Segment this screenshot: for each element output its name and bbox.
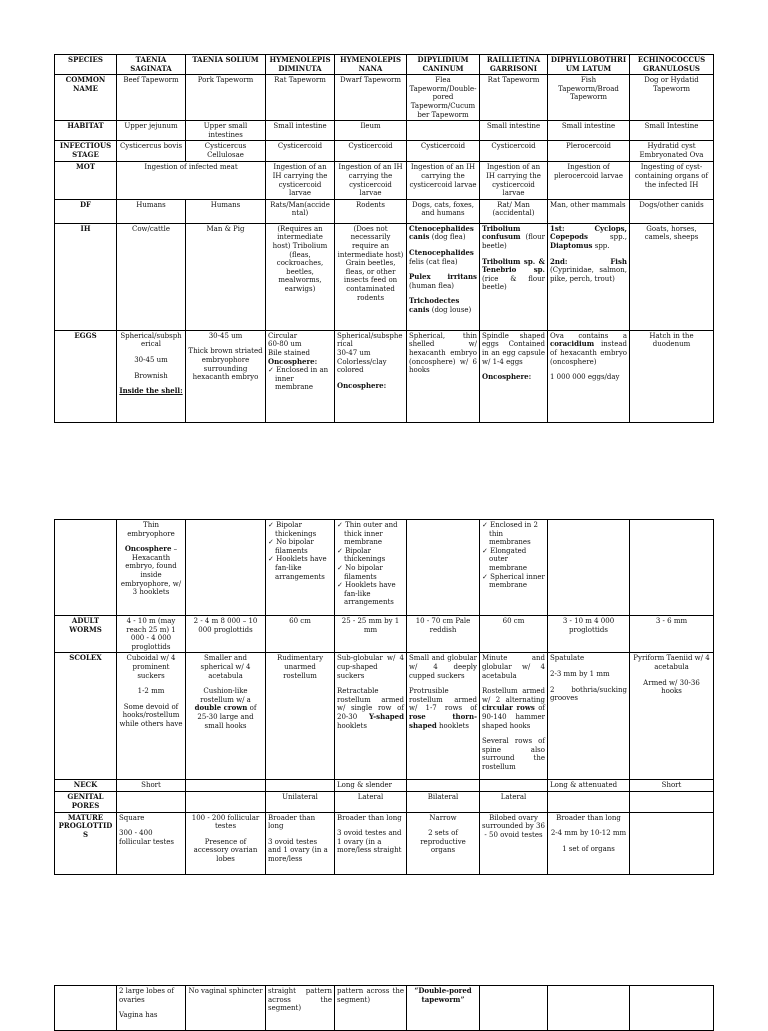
cell: Ingestion of an IH carrying the cysticercoid larvae bbox=[407, 162, 480, 199]
text: Broader than long bbox=[556, 813, 621, 822]
tapeworm-table-part-1 bbox=[54, 54, 714, 423]
text: 3 ovoid testes and 1 ovary (in a more/less bbox=[268, 837, 328, 863]
row-label-infectious-stage: INFECTIOUS STAGE bbox=[55, 141, 117, 162]
text: ✓ Hooklets have fan-like arrangements bbox=[337, 581, 404, 607]
cell bbox=[266, 780, 335, 792]
cell-nana-eggs-cont bbox=[335, 520, 407, 616]
text: 2 sets of reproductive organs bbox=[420, 829, 466, 855]
cell bbox=[117, 792, 186, 812]
header-row bbox=[55, 55, 714, 75]
cell-dipylidium-ih bbox=[407, 223, 480, 330]
text: Oncosphere: bbox=[337, 380, 387, 390]
text: double crown bbox=[194, 703, 248, 713]
text: Small and globular w/ 4 deeply cupped suckers bbox=[409, 654, 477, 680]
cell: Fish Tapeworm/Broad Tapeworm bbox=[548, 75, 630, 121]
cell: (Does not necessarily require an intermediate host) Grain beetles, fleas, or other insects feed on contaminated rodents bbox=[335, 223, 407, 330]
header-taenia-saginata: TAENIA SAGINATA bbox=[117, 55, 186, 75]
text: 1st: Cyclops, Copepods bbox=[550, 223, 627, 242]
text: Sub-globular w/ 4 cup-shaped suckers bbox=[337, 654, 404, 680]
row-mot bbox=[55, 162, 714, 199]
row-label-common-name: COMMON NAME bbox=[55, 75, 117, 121]
header-echinococcus-granulosus: ECHINOCOCCUS GRANULOSUS bbox=[630, 55, 714, 75]
row-eggs bbox=[55, 330, 714, 422]
text: Bile stained bbox=[268, 348, 310, 357]
cell: 3 - 6 mm bbox=[630, 616, 714, 653]
cell-solium-scolex bbox=[186, 653, 266, 780]
text: ✓ No bipolar filaments bbox=[268, 538, 332, 555]
text: Narrow bbox=[429, 813, 457, 822]
text: 30-47 um bbox=[337, 348, 371, 357]
text: Square bbox=[119, 813, 145, 822]
cell: Small Intestine bbox=[630, 121, 714, 141]
text: instead of hexacanth embryo (oncosphere) bbox=[550, 340, 627, 366]
cell bbox=[630, 792, 714, 812]
cell: 60 cm bbox=[480, 616, 548, 653]
cell bbox=[407, 520, 480, 616]
cell-saginata-scolex bbox=[117, 653, 186, 780]
cell bbox=[548, 792, 630, 812]
cell bbox=[630, 520, 714, 616]
cell: Spherical, thin shelled w/ hexacanth embryo (oncosphere) w/ 6 hooks bbox=[407, 330, 480, 422]
text: 30-45 um bbox=[134, 355, 168, 364]
text: 30-45 um bbox=[208, 331, 243, 340]
text: 300 - 400 follicular testes bbox=[119, 829, 175, 846]
text: Circular bbox=[268, 331, 298, 340]
row-label-eggs: EGGS bbox=[55, 330, 117, 422]
cell-diphyllobothrium-eggs bbox=[548, 330, 630, 422]
row-label-genital-pores: GENITAL PORES bbox=[55, 792, 117, 812]
cell-diphyllobothrium-ih bbox=[548, 223, 630, 330]
text: Ctenocephalides canis bbox=[409, 223, 474, 242]
cell: Goats, horses, camels, sheeps bbox=[630, 223, 714, 330]
cell: 2 - 4 m 8 000 – 10 000 proglottids bbox=[186, 616, 266, 653]
cell: pattern across the segment) bbox=[335, 986, 407, 1031]
cell-echinococcus-scolex bbox=[630, 653, 714, 780]
cell: 10 - 70 cm Pale reddish bbox=[407, 616, 480, 653]
text: 2-4 mm by 10-12 mm bbox=[550, 829, 627, 838]
text: ✓ No bipolar filaments bbox=[337, 564, 404, 581]
cell: straight pattern across the segment) bbox=[266, 986, 335, 1031]
cell bbox=[480, 780, 548, 792]
text: Oncosphere: bbox=[268, 356, 318, 366]
cell bbox=[186, 780, 266, 792]
cell-dipylidium-mature bbox=[407, 812, 480, 874]
cell: Small intestine bbox=[480, 121, 548, 141]
cell-diphyllobothrium-scolex bbox=[548, 653, 630, 780]
cell-solium-mature bbox=[186, 812, 266, 874]
cell-saginata-eggs-cont bbox=[117, 520, 186, 616]
cell: Ingestion of plerocercoid larvae bbox=[548, 162, 630, 199]
row-genital-pores bbox=[55, 792, 714, 812]
cell bbox=[407, 121, 480, 141]
text: Spherical/subspherical bbox=[120, 331, 182, 349]
cell-diphyllobothrium-mature bbox=[548, 812, 630, 874]
text: 1 set of organs bbox=[562, 844, 615, 853]
text: Ctenocephalides bbox=[409, 247, 474, 257]
text: 1-2 mm bbox=[137, 687, 165, 696]
text: Tribolium sp. & Tenebrio sp. bbox=[482, 256, 545, 275]
cell-dipylidium-scolex bbox=[407, 653, 480, 780]
text: of 25-30 large and small hooks bbox=[197, 704, 257, 730]
text: ✓ Thin outer and thick inner membrane bbox=[337, 521, 404, 547]
cell bbox=[55, 520, 117, 616]
cell: Rat Tapeworm bbox=[480, 75, 548, 121]
row-label-mot: MOT bbox=[55, 162, 117, 199]
text: Pyriform Taeniid w/ 4 acetabula bbox=[633, 654, 710, 671]
cell: Rudimentary unarmed rostellum bbox=[266, 653, 335, 780]
cell bbox=[186, 520, 266, 616]
text: Spatulate bbox=[550, 654, 585, 663]
cell: Dwarf Tapeworm bbox=[335, 75, 407, 121]
text: Vagina has bbox=[119, 1011, 158, 1020]
cell-saginata-mature bbox=[117, 812, 186, 874]
text: of 90-140 hammer shaped hooks bbox=[482, 704, 546, 730]
cell: Small intestine bbox=[266, 121, 335, 141]
cell: Rodents bbox=[335, 199, 407, 223]
text: 2-3 mm by 1 mm bbox=[550, 669, 610, 678]
header-dipylidium-caninum: DIPYLIDIUM CANINUM bbox=[407, 55, 480, 75]
row-label-mature-proglottids: MATURE PROGLOTTIDS bbox=[55, 812, 117, 874]
cell: Man & Pig bbox=[186, 223, 266, 330]
text: rose thorn-shaped bbox=[409, 711, 477, 730]
text: ✓ Spherical inner membrane bbox=[482, 573, 545, 590]
cell bbox=[186, 792, 266, 812]
cell: Ingesting of cyst-containing organs of the infected IH bbox=[630, 162, 714, 199]
text: felis (cat flea) bbox=[409, 257, 458, 266]
cell: Small intestine bbox=[548, 121, 630, 141]
cell-raillietina-eggs-cont bbox=[480, 520, 548, 616]
text: Diaptomus bbox=[550, 240, 593, 250]
cell-saginata-eggs bbox=[117, 330, 186, 422]
text: 2 large lobes of ovaries bbox=[119, 987, 174, 1004]
row-habitat bbox=[55, 121, 714, 141]
cell: Plerocercoid bbox=[548, 141, 630, 162]
cell: Humans bbox=[117, 199, 186, 223]
cell: Ileum bbox=[335, 121, 407, 141]
cell-diminuta-mature bbox=[266, 812, 335, 874]
cell-diminuta-eggs-cont bbox=[266, 520, 335, 616]
cell: Hatch in the duodenum bbox=[630, 330, 714, 422]
cell: Man, other mammals bbox=[548, 199, 630, 223]
text: Rostellum armed w/ 2 alternating bbox=[482, 687, 545, 704]
text: hooklets bbox=[337, 721, 367, 730]
text: Protrusible rostellum armed w/ 1-7 rows of bbox=[409, 687, 477, 713]
text: – Hexacanth embryo, found inside embryophore, w/ 3 hooklets bbox=[120, 545, 182, 597]
text: (flour beetle) bbox=[482, 233, 545, 250]
cell: Bilobed ovary surrounded by 36 - 50 ovoid testes bbox=[480, 812, 548, 874]
cell: Ingestion of an IH carrying the cysticercoid larvae bbox=[266, 162, 335, 199]
text: hooklets bbox=[436, 721, 470, 730]
row-label-neck: NECK bbox=[55, 780, 117, 792]
row-label-scolex: SCOLEX bbox=[55, 653, 117, 780]
text: ✓ Hooklets have fan-like arrangements bbox=[268, 555, 332, 581]
header-hymenolepis-nana: HYMENOLEPIS NANA bbox=[335, 55, 407, 75]
text: Oncosphere: bbox=[482, 372, 532, 382]
cell: Cysticercus bovis bbox=[117, 141, 186, 162]
row-scolex bbox=[55, 653, 714, 780]
cell-nana-scolex bbox=[335, 653, 407, 780]
text: Y-shaped bbox=[368, 711, 404, 721]
cell bbox=[630, 812, 714, 874]
text: Trichodectes canis bbox=[409, 296, 460, 314]
text: coracidium bbox=[550, 339, 595, 349]
row-df bbox=[55, 199, 714, 223]
cell: Cysticercoid bbox=[480, 141, 548, 162]
text: 2 bothria/sucking grooves bbox=[550, 685, 627, 703]
cell: 4 - 10 m (may reach 25 m) 1 000 - 4 000 proglottids bbox=[117, 616, 186, 653]
cell: Bilateral bbox=[407, 792, 480, 812]
text: (human flea) bbox=[409, 281, 455, 290]
row-infectious-stage bbox=[55, 141, 714, 162]
cell: Dog or Hydatid Tapeworm bbox=[630, 75, 714, 121]
cell: Unilateral bbox=[266, 792, 335, 812]
cell: Short bbox=[630, 780, 714, 792]
cell: Pork Tapeworm bbox=[186, 75, 266, 121]
cell: Cysticercoid bbox=[407, 141, 480, 162]
text: Several rows of spine also surround the rostellum bbox=[482, 737, 545, 771]
cell: 25 - 25 mm by 1 mm bbox=[335, 616, 407, 653]
header-species: SPECIES bbox=[55, 55, 117, 75]
cell: Beef Tapeworm bbox=[117, 75, 186, 121]
text: ✓ Bipolar thickenings bbox=[268, 521, 332, 538]
text: (dog flea) bbox=[429, 233, 466, 242]
tapeworm-table-part-3 bbox=[54, 985, 714, 1031]
text: ✓ Elongated outer membrane bbox=[482, 547, 545, 573]
tapeworm-table-part-2 bbox=[54, 519, 714, 875]
cell: Short bbox=[117, 780, 186, 792]
header-raillietina-garrisoni: RAILLIETINA GARRISONI bbox=[480, 55, 548, 75]
cell-nana-mature bbox=[335, 812, 407, 874]
cell: Rat Tapeworm bbox=[266, 75, 335, 121]
cell: Hydratid cyst Embryonated Ova bbox=[630, 141, 714, 162]
cell-raillietina-eggs bbox=[480, 330, 548, 422]
cell: “Double-pored tapeworm” bbox=[407, 986, 480, 1031]
cell: Lateral bbox=[480, 792, 548, 812]
text: 60-80 um bbox=[268, 340, 302, 349]
cell: Rat/ Man (accidental) bbox=[480, 199, 548, 223]
text: Presence of accessory ovarian lobes bbox=[193, 837, 258, 863]
text: Smaller and spherical w/ 4 acetabula bbox=[200, 654, 251, 680]
text: 2nd: Fish bbox=[550, 256, 627, 266]
cell: Upper jejunum bbox=[117, 121, 186, 141]
cell: Ingestion of an IH carrying the cysticercoid larvae bbox=[335, 162, 407, 199]
text: Inside the shell: bbox=[119, 386, 183, 396]
row-label-df: DF bbox=[55, 199, 117, 223]
text: Thick brown striated embryophore surrounding hexacanth embryo bbox=[188, 347, 263, 382]
text: Tribolium confusum bbox=[482, 223, 521, 242]
text: (dog louse) bbox=[429, 305, 472, 314]
header-diphyllobothrium-latum: DIPHYLLOBOTHRIUM LATUM bbox=[548, 55, 630, 75]
row-eggs-continued bbox=[55, 520, 714, 616]
cell bbox=[407, 780, 480, 792]
text: spp., bbox=[588, 233, 627, 242]
cell: Cow/cattle bbox=[117, 223, 186, 330]
row-label-ih: IH bbox=[55, 223, 117, 330]
cell-diminuta-eggs bbox=[266, 330, 335, 422]
cell-raillietina-scolex bbox=[480, 653, 548, 780]
text: Some devoid of hooks/rostellum while others have bbox=[119, 702, 183, 728]
text: 3 ovoid testes and 1 ovary (in a more/less straight bbox=[337, 829, 402, 855]
row-ih bbox=[55, 223, 714, 330]
text: (rice & flour beetle) bbox=[482, 274, 545, 292]
cell: Rats/Man(accidental) bbox=[266, 199, 335, 223]
cell: Flea Tapeworm/Double-pored Tapeworm/Cucumber Tapeworm bbox=[407, 75, 480, 121]
row-mature-proglottids bbox=[55, 812, 714, 874]
cell: Dogs, cats, foxes, and humans bbox=[407, 199, 480, 223]
text: 100 - 200 follicular testes bbox=[191, 813, 260, 831]
text: Cuboidal w/ 4 prominent suckers bbox=[126, 654, 176, 680]
header-hymenolepis-diminuta: HYMENOLEPIS DIMINUTA bbox=[266, 55, 335, 75]
cell-nana-eggs bbox=[335, 330, 407, 422]
text: spp. bbox=[592, 241, 610, 250]
text: Ova contains a bbox=[550, 331, 627, 340]
cell: 60 cm bbox=[266, 616, 335, 653]
cell: Cysticercoid bbox=[266, 141, 335, 162]
text: Broader than long bbox=[268, 813, 316, 831]
row-label-adult-worms: ADULT WORMS bbox=[55, 616, 117, 653]
text: Armed w/ 30-36 hooks bbox=[643, 678, 700, 696]
text: Pulex irritans bbox=[409, 272, 477, 282]
cell-raillietina-ih bbox=[480, 223, 548, 330]
row-neck bbox=[55, 780, 714, 792]
row-common-name bbox=[55, 75, 714, 121]
text: (Cyprinidae, salmon, pike, perch, trout) bbox=[550, 266, 627, 283]
cell: Cysticercoid bbox=[335, 141, 407, 162]
text: ✓ Enclosed in 2 thin membranes bbox=[482, 521, 545, 547]
text: 1 000 000 eggs/day bbox=[550, 373, 620, 382]
text: Colorless/clay colored bbox=[337, 357, 387, 375]
text: Broader than long bbox=[337, 813, 402, 822]
text: Oncosphere bbox=[124, 544, 172, 554]
cell: Dogs/other canids bbox=[630, 199, 714, 223]
cell: Lateral bbox=[335, 792, 407, 812]
cell: Ingestion of an IH carrying the cysticercoid larvae bbox=[480, 162, 548, 199]
cell: Ingestion of infected meat bbox=[117, 162, 266, 199]
text: ✓ Bipolar thickenings bbox=[337, 547, 404, 564]
cell: Long & attenuated bbox=[548, 780, 630, 792]
header-taenia-solium: TAENIA SOLIUM bbox=[186, 55, 266, 75]
cell: Cysticercus Cellulosae bbox=[186, 141, 266, 162]
cell: (Requires an intermediate host) Tribolium (fleas, cockroaches, beetles, mealworms, earwigs) bbox=[266, 223, 335, 330]
text: Brownish bbox=[134, 371, 168, 380]
text: Minute and globular w/ 4 acetabula bbox=[482, 654, 545, 680]
cell: Long & slender bbox=[335, 780, 407, 792]
text: circular rows bbox=[482, 703, 535, 713]
text: Thin embryophore bbox=[127, 521, 175, 538]
cell: 3 - 10 m 4 000 proglottids bbox=[548, 616, 630, 653]
text: Spherical/subspherical bbox=[337, 331, 403, 349]
text: Retractable rostellum armed w/ single row of 20-30 bbox=[337, 687, 404, 721]
text: Cushion-like rostellum w/ a bbox=[200, 687, 251, 704]
cell-solium-eggs bbox=[186, 330, 266, 422]
cell: Upper small intestines bbox=[186, 121, 266, 141]
text: Spindle shaped eggs Contained in an egg capsule w/ 1-4 eggs bbox=[482, 331, 545, 366]
cell: No vaginal sphincter bbox=[186, 986, 266, 1031]
row-adult-worms bbox=[55, 616, 714, 653]
cell: Humans bbox=[186, 199, 266, 223]
cell bbox=[548, 520, 630, 616]
text: ✓ Enclosed in an inner membrane bbox=[268, 366, 332, 392]
row-label-habitat: HABITAT bbox=[55, 121, 117, 141]
